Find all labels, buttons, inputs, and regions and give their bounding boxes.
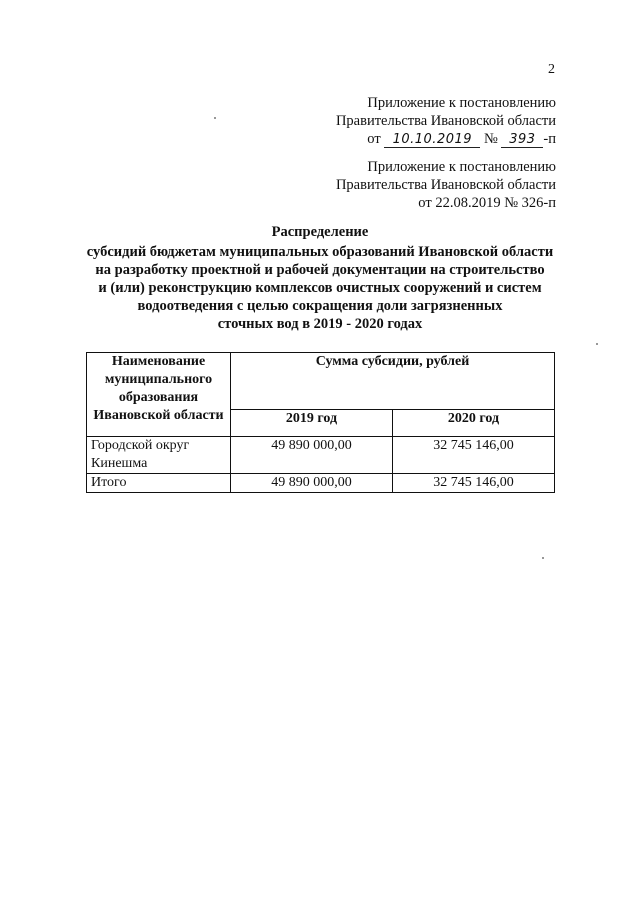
- header-year-2020: 2020 год: [393, 410, 555, 437]
- table-row: [87, 437, 555, 474]
- handwritten-date: 10.10.2019: [384, 132, 480, 148]
- title-line4: водоотведения с целью сокращения доли загрязненных: [137, 298, 503, 314]
- total-value-2020: 32 745 146,00: [393, 474, 555, 493]
- appendix-new-line2: Правительства Ивановской области: [335, 113, 556, 129]
- table-header-row: [87, 353, 555, 410]
- total-label: Итого: [87, 474, 231, 493]
- title-line2: на разработку проектной и рабочей документации на строительство: [95, 262, 545, 278]
- appendix-old-block: [336, 158, 556, 212]
- number-sign: №: [483, 131, 498, 147]
- row-value-2020: 32 745 146,00: [393, 437, 555, 474]
- appendix-old-line2: Правительства Ивановской области: [335, 177, 556, 193]
- row-municipality: Городской округ Кинешма: [87, 437, 231, 474]
- document-title: [70, 223, 570, 333]
- title-heading: Распределение: [271, 224, 369, 240]
- appendix-old-line3: от 22.08.2019 № 326-п: [418, 195, 556, 211]
- appendix-new-line1: Приложение к постановлению: [367, 95, 556, 111]
- title-line5: сточных вод в 2019 - 2020 годах: [217, 316, 423, 332]
- table-row-total: [87, 474, 555, 493]
- title-line3: и (или) реконструкцию комплексов очистных сооружений и систем: [98, 280, 542, 296]
- from-prefix: от: [367, 131, 381, 147]
- scan-speck: [542, 557, 544, 559]
- row-value-2019: 49 890 000,00: [231, 437, 393, 474]
- header-municipality: Наименование муниципального образования Ивановской области: [87, 353, 231, 437]
- page-number: 2: [548, 62, 555, 77]
- title-line1: субсидий бюджетам муниципальных образований Ивановской области: [86, 244, 554, 260]
- scan-speck: [214, 117, 216, 119]
- number-suffix: -п: [543, 131, 556, 147]
- subsidy-table: [86, 352, 555, 493]
- header-subsidy-sum: Сумма субсидии, рублей: [231, 353, 555, 410]
- appendix-new-order-line: [367, 130, 556, 148]
- scan-speck: [596, 343, 598, 345]
- appendix-old-line1: Приложение к постановлению: [367, 159, 556, 175]
- handwritten-number: 393: [501, 132, 543, 148]
- appendix-new-block: [336, 94, 556, 148]
- total-value-2019: 49 890 000,00: [231, 474, 393, 493]
- header-year-2019: 2019 год: [231, 410, 393, 437]
